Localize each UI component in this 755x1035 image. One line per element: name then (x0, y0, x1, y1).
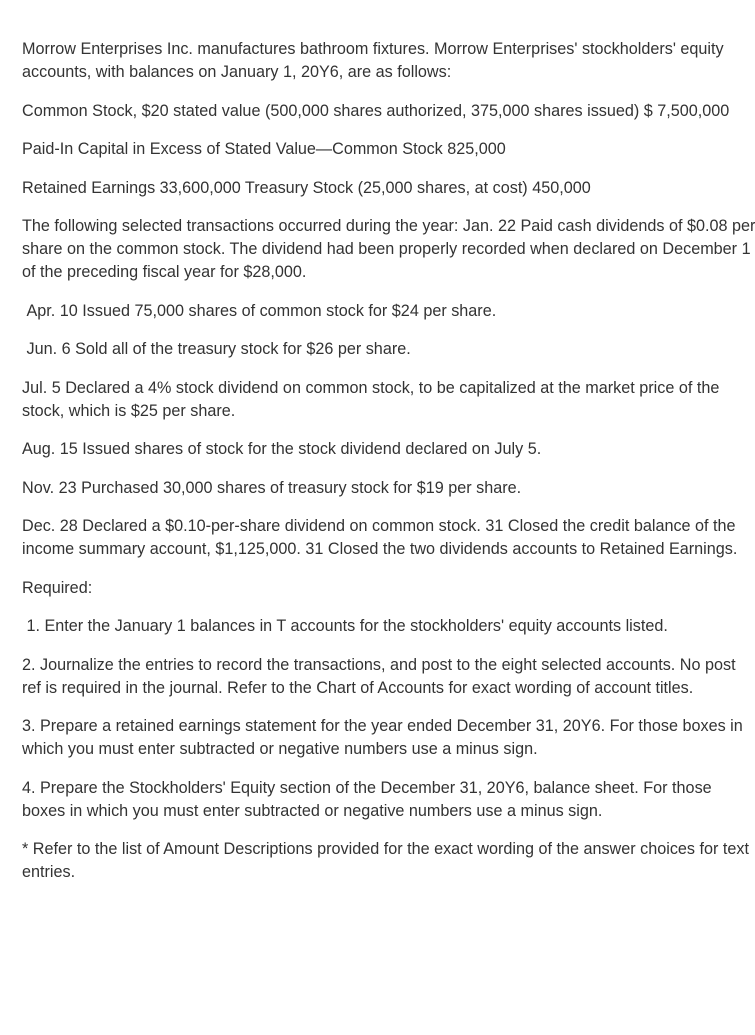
transaction-jun-6: Jun. 6 Sold all of the treasury stock for $26 per share. (22, 340, 411, 358)
requirement-2: 2. Journalize the entries to record the transactions, and post to the eight selected accounts. No post ref is required in the journal. Refer to the Chart of Accounts for exact wording of account titles. (22, 655, 736, 697)
requirement-3: 3. Prepare a retained earnings statement for the year ended December 31, 20Y6. For those boxes in which you must enter subtracted or negative numbers use a minus sign. (22, 717, 743, 758)
required-label: Required: (22, 578, 93, 597)
transaction-dec-28: Dec. 28 Declared a $0.10-per-share dividend on common stock. 31 Closed the credit balance of the income summary account, $1,125,000. 31 Closed the two dividends accounts to Retained Earnings. (22, 517, 738, 558)
footnote: * Refer to the list of Amount Descriptions provided for the exact wording of the answer choices for text entries. (22, 840, 749, 881)
intro-paragraph: Morrow Enterprises Inc. manufactures bathroom fixtures. Morrow Enterprises' stockholders' equity accounts, with balances on January 1, 20Y6, are as follows: (22, 40, 724, 81)
problem-text (22, 38, 755, 900)
balance-paid-in-capital: Paid-In Capital in Excess of Stated Value—Common Stock 825,000 (22, 140, 506, 158)
balance-common-stock: Common Stock, $20 stated value (500,000 shares authorized, 375,000 shares issued) $ 7,500,000 (22, 101, 730, 120)
requirement-1: 1. Enter the January 1 balances in T accounts for the stockholders' equity accounts listed. (22, 617, 668, 635)
requirement-4: 4. Prepare the Stockholders' Equity section of the December 31, 20Y6, balance sheet. For those boxes in which you must enter subtracted or negative numbers use a minus sign. (22, 778, 712, 820)
transaction-apr-10: Apr. 10 Issued 75,000 shares of common stock for $24 per share. (22, 301, 497, 320)
transaction-nov-23: Nov. 23 Purchased 30,000 shares of treasury stock for $19 per share. (22, 478, 522, 497)
transaction-aug-15: Aug. 15 Issued shares of stock for the stock dividend declared on July 5. (22, 440, 542, 458)
transaction-jul-5: Jul. 5 Declared a 4% stock dividend on common stock, to be capitalized at the market price of the stock, which is $25 per share. (22, 378, 720, 420)
transaction-jan-22: The following selected transactions occurred during the year: Jan. 22 Paid cash dividends of $0.08 per share on the common stock. The dividend had been properly recorded when declared on December 1 of the preceding fiscal year for $28,000. (22, 217, 755, 281)
balance-retained-earnings-treasury: Retained Earnings 33,600,000 Treasury Stock (25,000 shares, at cost) 450,000 (22, 178, 591, 197)
